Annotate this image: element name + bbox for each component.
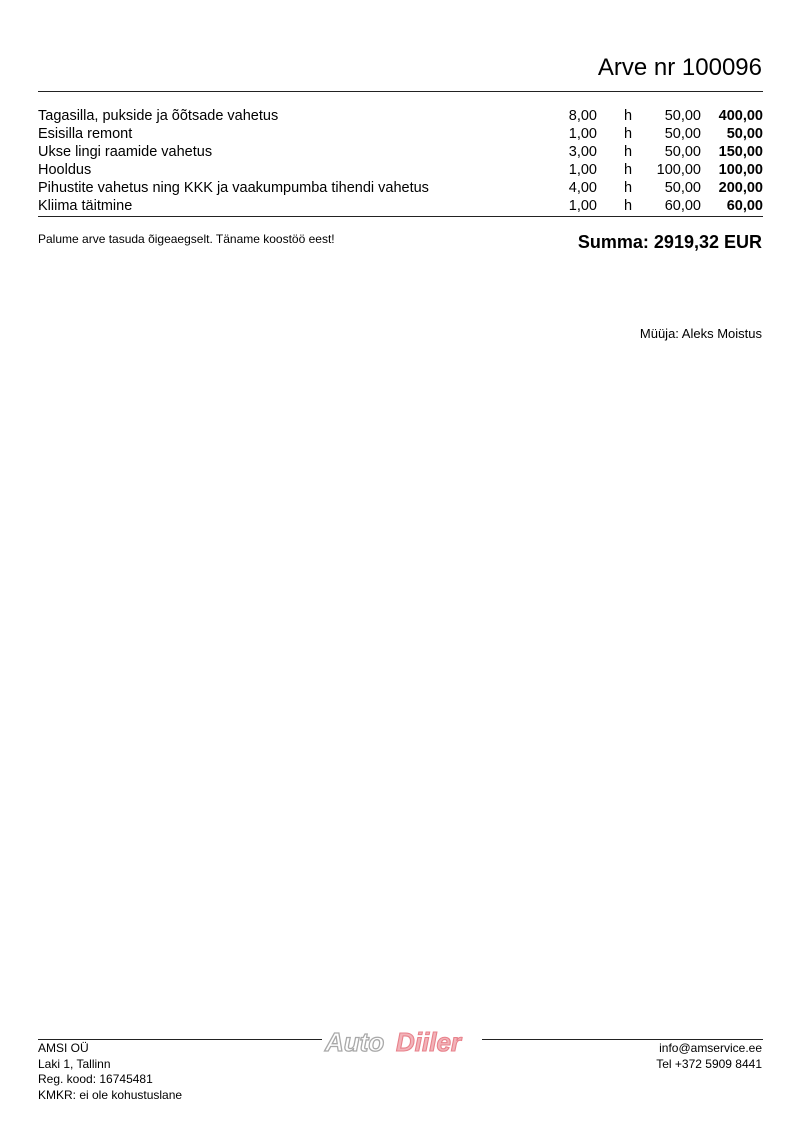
item-total: 60,00: [726, 198, 763, 214]
company-name: AMSI OÜ: [38, 1041, 89, 1055]
item-description: Kliima täitmine: [38, 198, 133, 214]
item-unit: h: [624, 126, 633, 142]
item-description: Hooldus: [38, 162, 92, 178]
table-row: [38, 179, 763, 197]
contact-info: [656, 1041, 762, 1072]
item-unit: h: [624, 180, 633, 196]
item-unit: h: [624, 144, 633, 160]
payment-note: Palume arve tasuda õigeaegselt. Täname koostöö eest!: [38, 232, 335, 246]
item-total: 400,00: [718, 108, 763, 124]
table-row: [38, 197, 763, 215]
item-price: 50,00: [664, 126, 701, 142]
items-divider: [38, 216, 763, 217]
item-quantity: 4,00: [568, 180, 597, 196]
item-quantity: 1,00: [568, 162, 597, 178]
item-description: Esisilla remont: [38, 126, 133, 142]
table-row: [38, 143, 763, 161]
item-total: 150,00: [718, 144, 763, 160]
item-quantity: 1,00: [568, 126, 597, 142]
company-info: [38, 1041, 182, 1103]
item-description: Ukse lingi raamide vahetus: [38, 144, 213, 160]
seller-name: Müüja: Aleks Moistus: [639, 326, 762, 341]
contact-email: info@amservice.ee: [659, 1041, 762, 1055]
company-vat-status: KMKR: ei ole kohustuslane: [38, 1087, 183, 1102]
logo-text-diiler: Diiler: [396, 1027, 462, 1057]
item-price: 50,00: [664, 108, 701, 124]
contact-phone: Tel +372 5909 8441: [656, 1056, 762, 1071]
invoice-title: Arve nr 100096: [597, 54, 762, 81]
company-reg-code: Reg. kood: 16745481: [38, 1072, 153, 1086]
item-total: 200,00: [718, 180, 763, 196]
item-quantity: 1,00: [568, 198, 597, 214]
item-price: 50,00: [664, 144, 701, 160]
invoice-total: Summa: 2919,32 EUR: [577, 232, 762, 252]
item-total: 50,00: [726, 126, 763, 142]
item-unit: h: [624, 198, 633, 214]
item-price: 100,00: [656, 162, 701, 178]
table-row: [38, 125, 763, 143]
table-row: [38, 161, 763, 179]
item-quantity: 3,00: [568, 144, 597, 160]
item-description: Pihustite vahetus ning KKK ja vaakumpumba tihendi vahetus: [38, 180, 429, 196]
company-address: Laki 1, Tallinn: [38, 1056, 111, 1071]
table-row: [38, 107, 763, 125]
item-price: 60,00: [664, 198, 701, 214]
autodiiler-logo: [322, 1024, 482, 1058]
item-quantity: 8,00: [568, 108, 597, 124]
item-unit: h: [624, 108, 633, 124]
header-divider: [38, 91, 763, 92]
line-items-table: [38, 107, 763, 215]
item-total: 100,00: [718, 162, 763, 178]
logo-text-auto: Auto: [325, 1027, 385, 1057]
item-description: Tagasilla, pukside ja õõtsade vahetus: [38, 108, 279, 124]
item-unit: h: [624, 162, 633, 178]
item-price: 50,00: [664, 180, 701, 196]
